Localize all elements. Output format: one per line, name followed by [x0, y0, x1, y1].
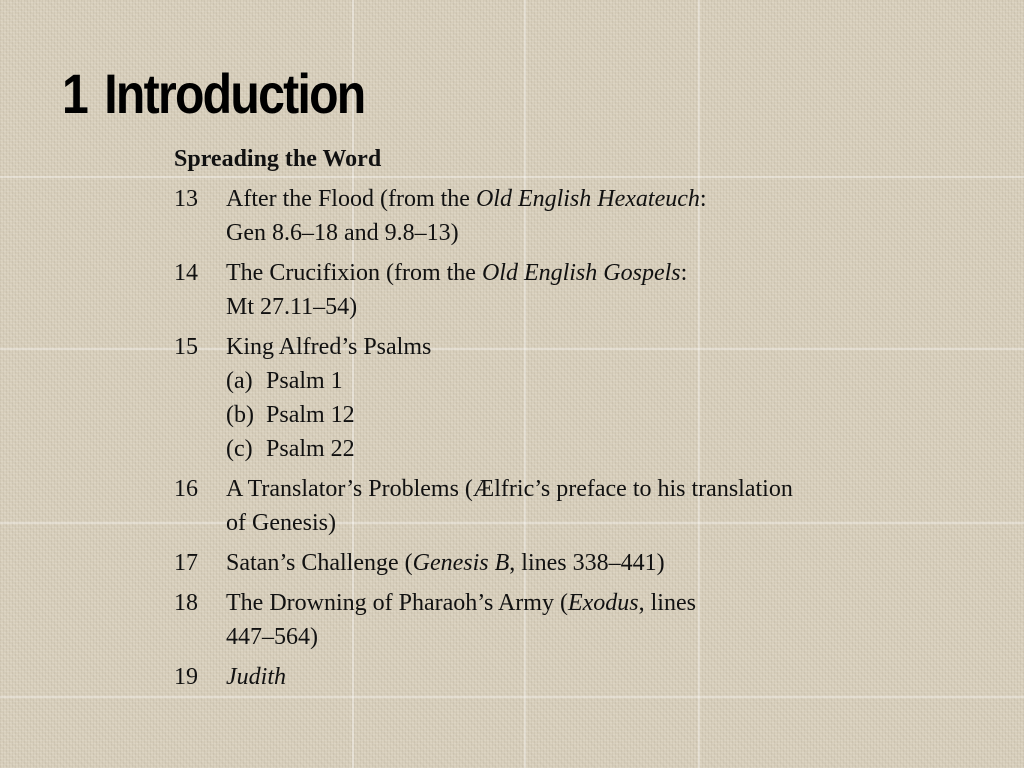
entry-text: , lines 338–441) [509, 550, 665, 576]
entry-number: 14 [174, 260, 198, 286]
slide-title-text: Introduction [104, 62, 365, 125]
entry-title [226, 546, 874, 580]
entry-text: : [680, 260, 688, 286]
contents-entry [174, 256, 874, 324]
contents-entry [174, 546, 874, 580]
section-heading: Spreading the Word [174, 146, 382, 172]
entry-text: : [699, 186, 707, 212]
sub-entry-title: Psalm 22 [266, 436, 355, 462]
entry-title [226, 256, 874, 324]
entry-number: 17 [174, 550, 198, 576]
entry-text: The Drowning of Pharaoh’s Army ( [226, 590, 568, 616]
entry-title: King Alfred’s Psalms [226, 334, 432, 360]
contents-list [174, 144, 874, 700]
entry-number: 13 [174, 186, 198, 212]
entry-text: Satan’s Challenge ( [226, 550, 413, 576]
sub-entry-list [226, 364, 874, 466]
entry-line: Gen 8.6–18 and 9.8–13) [226, 220, 459, 246]
sub-entry [226, 364, 874, 398]
entry-text: , lines [638, 590, 696, 616]
contents-entry [174, 182, 874, 250]
entry-italic-text: Exodus [567, 590, 639, 616]
entry-text: After the Flood (from the [226, 186, 476, 212]
entry-line: Mt 27.11–54) [226, 294, 358, 320]
sub-entry [226, 398, 874, 432]
sub-entry-letter: (c) [226, 436, 253, 462]
entry-number: 15 [174, 334, 198, 360]
entry-line: of Genesis) [226, 510, 336, 536]
entry-number: 18 [174, 590, 198, 616]
slide-title [62, 60, 365, 128]
entry-line: 447–564) [226, 624, 318, 650]
slide-title-number: 1 [62, 62, 88, 125]
sub-entry-letter: (a) [226, 368, 253, 394]
entry-line [226, 256, 874, 290]
sub-entry [226, 432, 874, 466]
entry-number: 19 [174, 664, 198, 690]
sub-entry-title: Psalm 12 [266, 402, 355, 428]
entry-title [226, 586, 874, 654]
entry-line [226, 182, 874, 216]
entry-title [226, 660, 874, 694]
contents-entry [174, 472, 874, 540]
contents-entry [174, 586, 874, 654]
entry-italic-text: Old English Hexateuch [475, 186, 700, 212]
entry-title [226, 472, 874, 540]
contents-entry [174, 660, 874, 694]
entry-italic-text: Judith [226, 664, 286, 690]
entry-line [226, 586, 874, 620]
entry-text: The Crucifixion (from the [226, 260, 482, 286]
entry-number: 16 [174, 476, 198, 502]
contents-entry [174, 330, 874, 364]
entry-line: A Translator’s Problems (Ælfric’s preface to his translation [226, 476, 793, 502]
sub-entry-title: Psalm 1 [266, 368, 343, 394]
sub-entry-letter: (b) [226, 402, 254, 428]
entry-italic-text: Old English Gospels [481, 260, 681, 286]
entry-title [226, 182, 874, 250]
entry-italic-text: Genesis B [412, 550, 510, 576]
